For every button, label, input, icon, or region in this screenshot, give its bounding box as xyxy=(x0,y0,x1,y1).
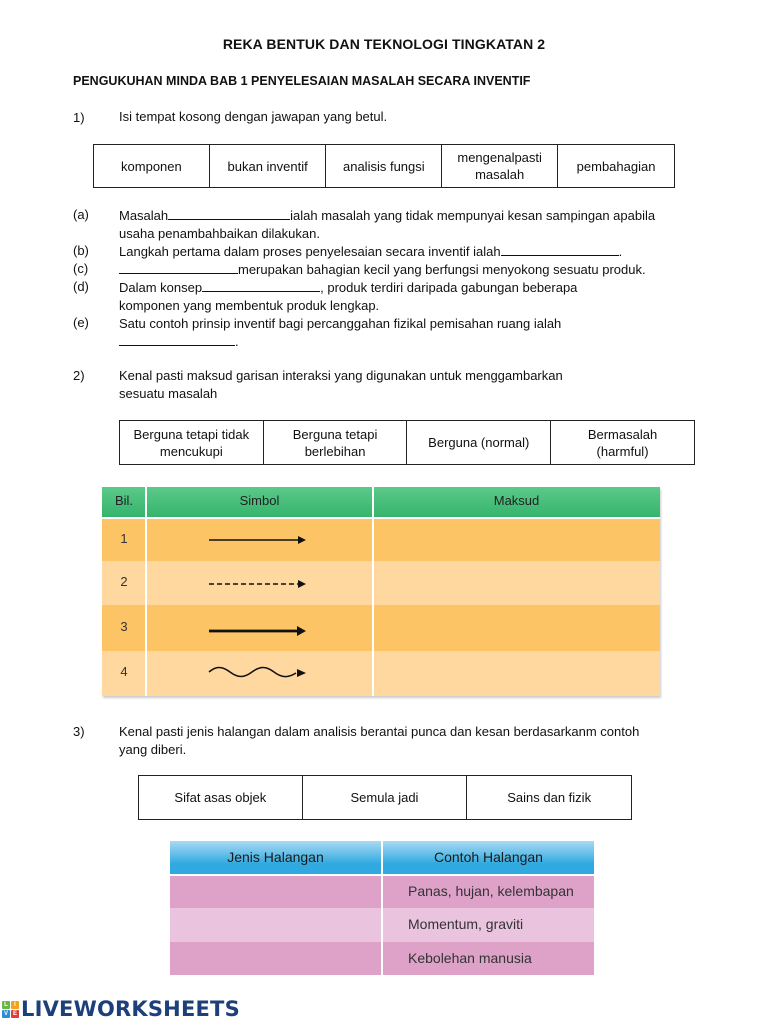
maksud-answer-field[interactable] xyxy=(375,568,655,598)
q1-word-bank xyxy=(93,144,675,188)
logo-letter: E xyxy=(12,1010,17,1017)
q1a-text xyxy=(119,207,709,243)
q1-number: 1) xyxy=(73,110,85,125)
jenis-answer-field[interactable] xyxy=(174,945,377,971)
symbol-row-1 xyxy=(102,519,660,561)
divider xyxy=(381,841,383,975)
q2-word-bank xyxy=(119,420,695,465)
word-bank-item: mengenalpasti masalah xyxy=(442,145,558,188)
maksud-answer-field[interactable] xyxy=(375,658,655,688)
q1a-label: (a) xyxy=(73,207,89,222)
q1a-line2: usaha penambahbaikan dilakukan. xyxy=(119,226,320,241)
q1b-text xyxy=(119,243,709,261)
contoh-text: Momentum, graviti xyxy=(408,916,524,932)
q1c-label: (c) xyxy=(73,261,89,276)
header-simbol: Simbol xyxy=(239,493,280,508)
divider xyxy=(372,487,374,696)
q1c-after: merupakan bahagian kecil yang berfungsi menyokong sesuatu produk. xyxy=(238,262,646,277)
maksud-answer-field[interactable] xyxy=(375,613,655,643)
solid-thick-arrow-icon xyxy=(208,625,308,637)
q1b-blank[interactable] xyxy=(501,244,619,256)
q1d-after: , produk terdiri daripada gabungan beberapa xyxy=(320,280,578,295)
header-bil: Bil. xyxy=(114,493,134,508)
liveworksheets-logo[interactable] xyxy=(2,998,240,1020)
document-title: REKA BENTUK DAN TEKNOLOGI TINGKATAN 2 xyxy=(222,36,546,52)
row-bil: 3 xyxy=(120,619,128,634)
interaction-symbol-table xyxy=(102,487,660,696)
q1b-before: Langkah pertama dalam proses penyelesaian secara inventif ialah xyxy=(119,244,501,259)
q3-instruction-line2: yang diberi. xyxy=(119,742,187,757)
q1a-before: Masalah xyxy=(119,208,169,223)
word-bank-item: Sifat asas objek xyxy=(139,776,303,820)
solid-thin-arrow-icon xyxy=(208,534,308,546)
q2-instruction-line2: sesuatu masalah xyxy=(119,386,218,401)
document-subtitle: PENGUKUHAN MINDA BAB 1 PENYELESAIAN MASALAH SECARA INVENTIF xyxy=(73,74,531,88)
symbol-row-3 xyxy=(102,605,660,651)
q1c-blank[interactable] xyxy=(119,262,238,274)
q1b-label: (b) xyxy=(73,243,89,258)
q2-instruction xyxy=(119,367,563,403)
word-bank-item: analisis fungsi xyxy=(326,145,442,188)
word-bank-item: Berguna (normal) xyxy=(407,421,551,465)
dashed-arrow-icon xyxy=(208,578,308,590)
q1-instruction: Isi tempat kosong dengan jawapan yang betul. xyxy=(119,109,388,124)
row-bil: 4 xyxy=(120,664,128,679)
row-bil: 2 xyxy=(120,574,128,589)
q1d-text xyxy=(119,279,709,315)
symbol-row-2 xyxy=(102,561,660,605)
q1e-after: . xyxy=(235,334,239,349)
q2-instruction-line1: Kenal pasti maksud garisan interaksi yang digunakan untuk menggambarkan xyxy=(119,368,563,383)
q1e-label: (e) xyxy=(73,315,89,330)
q1d-line2: komponen yang membentuk produk lengkap. xyxy=(119,298,380,313)
contoh-text: Kebolehan manusia xyxy=(408,950,532,966)
q1e-blank[interactable] xyxy=(119,334,235,346)
q1c-text xyxy=(119,261,709,279)
word-bank-item: Semula jadi xyxy=(302,776,467,820)
maksud-answer-field[interactable] xyxy=(375,525,655,555)
word-bank-item: Berguna tetapi berlebihan xyxy=(263,421,407,465)
divider xyxy=(102,517,660,519)
q1d-blank[interactable] xyxy=(202,280,320,292)
logo-letter: V xyxy=(3,1010,8,1017)
q1a-blank[interactable] xyxy=(168,208,290,220)
header-maksud: Maksud xyxy=(493,493,540,508)
q3-instruction xyxy=(119,723,639,759)
logo-letter: L xyxy=(2,1001,10,1009)
wavy-arrow-icon xyxy=(208,664,308,680)
q1d-before: Dalam konsep xyxy=(119,280,203,295)
symbol-table-header xyxy=(102,487,660,517)
row-bil: 1 xyxy=(120,531,128,546)
logo-text: LIVEWORKSHEETS xyxy=(21,997,240,1021)
header-jenis-halangan: Jenis Halangan xyxy=(227,849,324,865)
word-bank-item: Bermasalah (harmful) xyxy=(551,421,695,465)
word-bank-item: komponen xyxy=(94,145,210,188)
word-bank-item: bukan inventif xyxy=(209,145,326,188)
logo-icon xyxy=(2,1001,19,1018)
jenis-answer-field[interactable] xyxy=(174,879,377,905)
word-bank-item: Berguna tetapi tidak mencukupi xyxy=(120,421,264,465)
q3-number: 3) xyxy=(73,724,85,739)
word-bank-item: pembahagian xyxy=(558,145,675,188)
jenis-answer-field[interactable] xyxy=(174,912,377,938)
divider xyxy=(145,487,147,696)
contoh-text: Panas, hujan, kelembapan xyxy=(408,883,574,899)
word-bank-item: Sains dan fizik xyxy=(467,776,632,820)
q1e-before: Satu contoh prinsip inventif bagi percanggahan fizikal pemisahan ruang ialah xyxy=(119,316,562,331)
q1e-text xyxy=(119,315,709,351)
symbol-row-4 xyxy=(102,651,660,696)
q1b-after: . xyxy=(618,244,623,259)
q1d-label: (d) xyxy=(73,279,89,294)
header-contoh-halangan: Contoh Halangan xyxy=(434,849,543,865)
q2-number: 2) xyxy=(73,368,85,383)
logo-letter: I xyxy=(11,1001,19,1009)
barrier-type-table xyxy=(170,841,594,975)
q3-instruction-line1: Kenal pasti jenis halangan dalam analisis berantai punca dan kesan berdasarkanm contoh xyxy=(119,724,640,739)
q3-word-bank xyxy=(138,775,632,820)
q1a-after: ialah masalah yang tidak mempunyai kesan sampingan apabila xyxy=(290,208,656,223)
